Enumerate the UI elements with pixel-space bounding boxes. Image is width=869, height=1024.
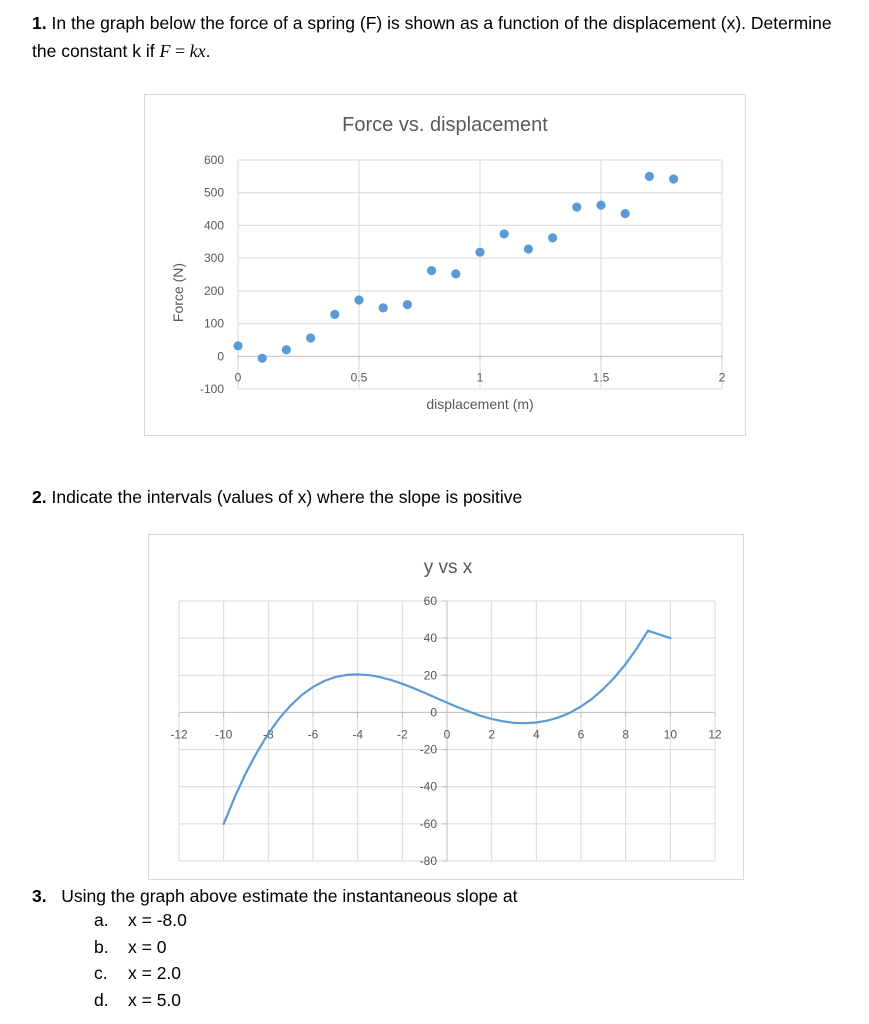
y-tick-label: -40: [419, 779, 437, 794]
option-a: [94, 907, 187, 934]
data-point: [500, 229, 509, 238]
data-point: [524, 244, 533, 253]
chart-title: Force vs. displacement: [342, 114, 548, 136]
yx-chart-svg: [149, 535, 743, 879]
data-point: [596, 201, 605, 210]
y-tick-label: 400: [203, 218, 224, 233]
question-3-options: [94, 907, 187, 1013]
option-letter: d.: [94, 989, 109, 1010]
equation-equals: =: [170, 41, 190, 61]
x-tick-label: 4: [532, 727, 540, 742]
x-tick-label: 0.5: [350, 370, 368, 385]
data-point: [427, 266, 436, 275]
y-tick-label: 0: [217, 349, 224, 364]
y-tick-label: 300: [203, 251, 224, 266]
option-text: x = 2.0: [128, 963, 182, 983]
x-tick-label: -12: [170, 727, 188, 742]
equation-rhs: kx: [189, 41, 206, 61]
data-point: [330, 310, 339, 319]
x-tick-label: -6: [307, 727, 319, 742]
x-axis-label: displacement (m): [426, 396, 534, 412]
data-point: [548, 233, 557, 242]
question-1: [32, 9, 832, 65]
question-2: [32, 483, 522, 511]
data-point: [354, 295, 363, 304]
data-point: [475, 248, 484, 257]
question-3-text: Using the graph above estimate the instantaneous slope at: [61, 886, 518, 906]
option-text: x = -8.0: [128, 910, 187, 930]
x-tick-label: 2: [718, 370, 726, 385]
x-tick-label: 6: [577, 727, 585, 742]
y-tick-label: 500: [203, 185, 224, 200]
data-point: [645, 172, 654, 181]
data-point: [621, 209, 630, 218]
option-letter: a.: [94, 910, 109, 930]
equation-period: .: [205, 41, 211, 61]
data-point: [669, 174, 678, 183]
question-1-line-1: [32, 9, 832, 37]
option-c: [94, 960, 187, 987]
x-tick-label: 1: [476, 370, 484, 385]
data-point: [403, 300, 412, 309]
x-tick-label: 1.5: [592, 370, 610, 385]
x-tick-label: -8: [262, 727, 274, 742]
y-tick-label: 100: [203, 316, 224, 331]
y-tick-label: 20: [423, 668, 437, 683]
y-tick-label: 200: [203, 283, 224, 298]
data-point: [306, 333, 315, 342]
x-tick-label: 2: [488, 727, 496, 742]
x-tick-label: -10: [214, 727, 233, 742]
question-3-number: 3.: [32, 886, 47, 906]
equation-lhs: F: [159, 41, 171, 61]
question-1-text: In the graph below the force of a spring (F) is shown as a function of the displacement (x). Determine: [51, 13, 832, 33]
x-tick-label: -2: [396, 727, 408, 742]
option-d: [94, 987, 187, 1014]
question-1-text-cont: the constant k if: [32, 41, 155, 61]
x-tick-label: 0: [443, 727, 451, 742]
y-tick-label: -100: [199, 382, 224, 396]
x-tick-label: 8: [622, 727, 630, 742]
yx-chart: [148, 534, 744, 880]
equation: [159, 41, 205, 61]
question-3: [32, 882, 517, 910]
force-chart: [144, 94, 746, 436]
question-1-number: 1.: [32, 13, 47, 33]
x-tick-label: -4: [352, 727, 364, 742]
option-b: [94, 934, 187, 961]
question-2-number: 2.: [32, 487, 47, 507]
data-point: [282, 345, 291, 354]
x-tick-label: 12: [708, 727, 722, 742]
question-2-text: Indicate the intervals (values of x) where the slope is positive: [51, 487, 523, 507]
data-point: [572, 203, 581, 212]
y-tick-label: 600: [203, 153, 224, 167]
data-point: [233, 341, 242, 350]
option-letter: c.: [94, 963, 108, 983]
chart-title: y vs x: [423, 557, 473, 578]
y-tick-label: 40: [423, 631, 437, 646]
y-tick-label: -60: [419, 816, 437, 831]
y-axis-label: Force (N): [170, 262, 186, 323]
y-tick-label: -80: [419, 854, 437, 868]
option-letter: b.: [94, 936, 109, 957]
y-tick-label: -20: [419, 742, 437, 757]
force-chart-svg: [145, 95, 745, 435]
y-tick-label: 60: [423, 594, 437, 608]
data-point: [258, 354, 267, 363]
data-point: [451, 269, 460, 278]
question-1-line-2: [32, 37, 832, 65]
x-tick-label: 0: [234, 370, 242, 385]
x-tick-label: 10: [663, 727, 678, 742]
y-tick-label: 0: [430, 705, 437, 720]
data-point: [379, 303, 388, 312]
option-text: x = 5.0: [128, 989, 182, 1010]
option-text: x = 0: [128, 936, 167, 957]
